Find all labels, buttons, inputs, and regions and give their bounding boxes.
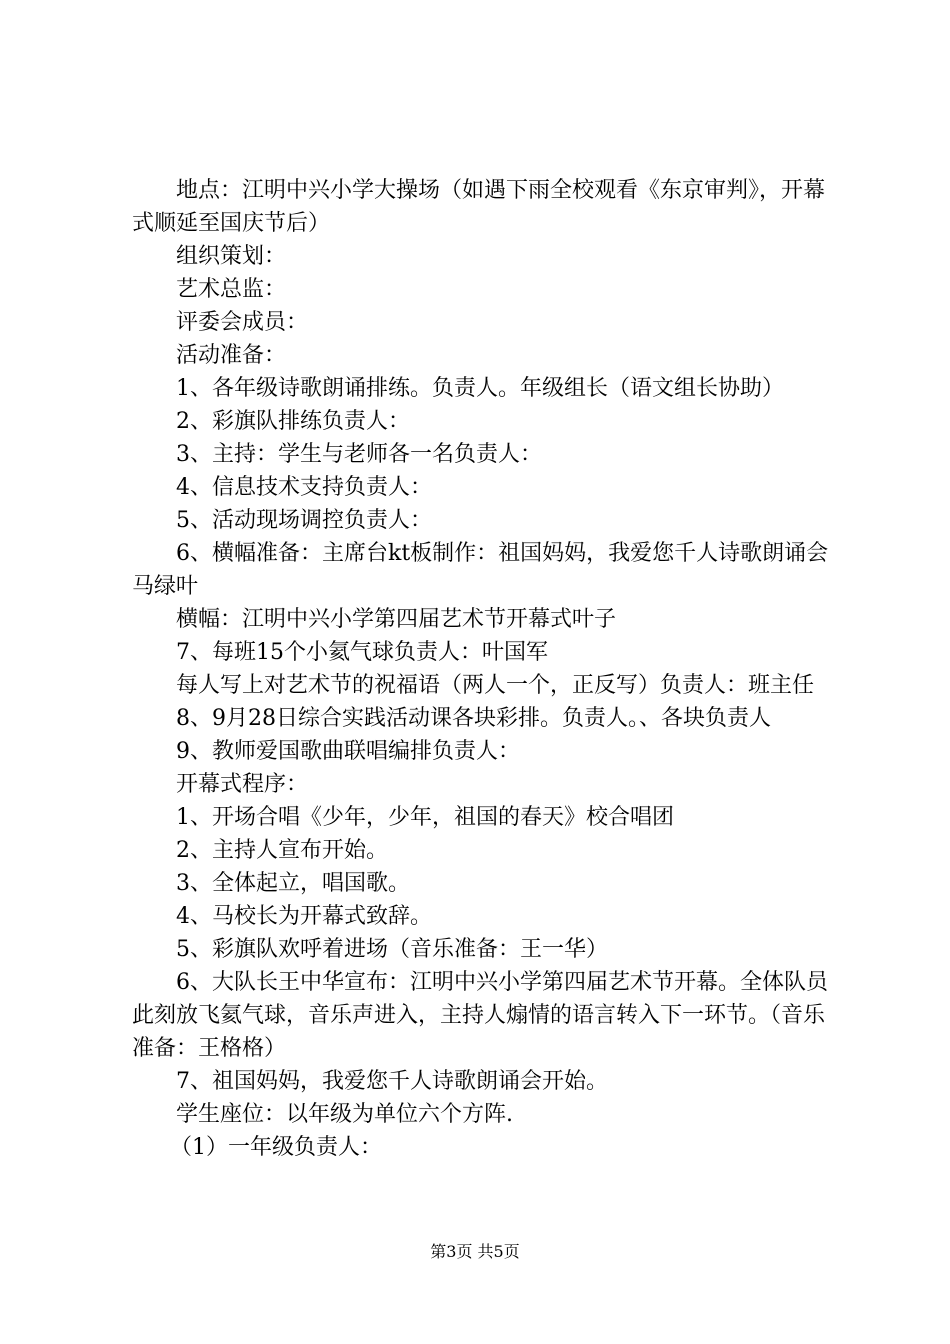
paragraph-banner: 横幅：江明中兴小学第四届艺术节开幕式叶子 [176,607,617,632]
paragraph-blessing: 每人写上对艺术节的祝福语（两人一个，正反写）负责人：班主任 [176,673,815,698]
paragraph-prep-7: 7、每班15个小氦气球负责人：叶国军 [176,640,548,665]
paragraph-art-director: 艺术总监： [176,277,287,302]
paragraph-judges: 评委会成员： [176,310,309,335]
paragraph-program-7: 7、祖国妈妈，我爱您千人诗歌朗诵会开始。 [176,1069,608,1094]
document-body [132,174,832,1164]
paragraph-prep-9: 9、教师爱国歌曲联唱编排负责人： [176,739,520,764]
paragraph-program-6: 6、大队长王中华宣布：江明中兴小学第四届艺术节开幕。全体队员此刻放飞氦气球，音乐声进入，主持人煽情的语言转入下一环节。（音乐准备：王格格） [132,970,828,1061]
paragraph-preparation-heading: 活动准备： [176,343,287,368]
paragraph-program-5: 5、彩旗队欢呼着进场（音乐准备：王一华） [176,937,608,962]
paragraph-program-3: 3、全体起立，唱国歌。 [176,871,410,896]
paragraph-prep-6: 6、横幅准备：主席台kt板制作：祖国妈妈，我爱您千人诗歌朗诵会马绿叶 [132,541,829,599]
paragraph-program-heading: 开幕式程序： [176,772,309,797]
paragraph-seating-grade-1: （1）一年级负责人： [170,1135,382,1160]
paragraph-prep-1: 1、各年级诗歌朗诵排练。负责人。年级组长（语文组长协助） [176,376,784,401]
paragraph-location: 地点：江明中兴小学大操场（如遇下雨全校观看《东京审判》，开幕式顺延至国庆节后） [132,178,826,236]
paragraph-prep-3: 3、主持：学生与老师各一名负责人： [176,442,542,467]
paragraph-prep-8: 8、9月28日综合实践活动课各块彩排。负责人。、各块负责人 [176,706,771,731]
paragraph-program-2: 2、主持人宣布开始。 [176,838,388,863]
paragraph-prep-2: 2、彩旗队排练负责人： [176,409,410,434]
page-footer: 第3页 共5页 [430,1242,520,1261]
paragraph-program-1: 1、开场合唱《少年，少年，祖国的春天》校合唱团 [176,805,674,830]
paragraph-seating: 学生座位：以年级为单位六个方阵. [176,1102,513,1127]
paragraph-organizer: 组织策划： [176,244,287,269]
paragraph-program-4: 4、马校长为开幕式致辞。 [176,904,432,929]
paragraph-prep-5: 5、活动现场调控负责人： [176,508,432,533]
paragraph-prep-4: 4、信息技术支持负责人： [176,475,432,500]
